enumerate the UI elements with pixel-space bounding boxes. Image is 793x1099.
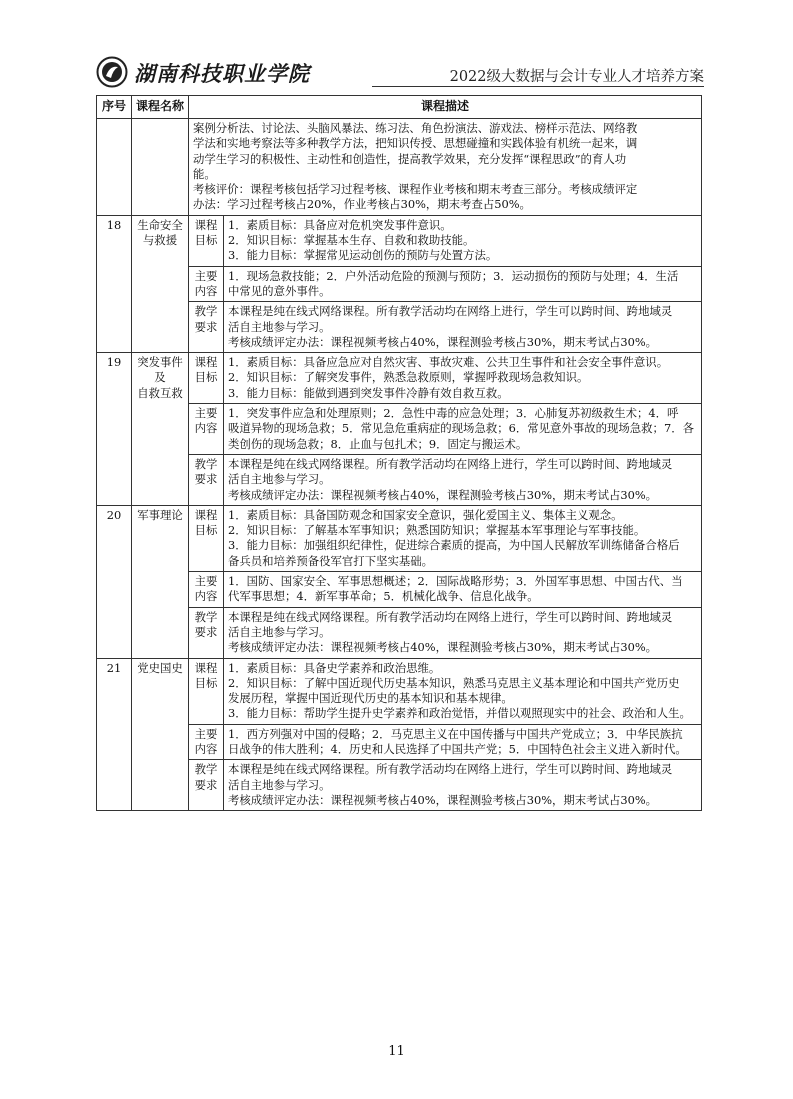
continuation-row	[97, 119, 702, 216]
course-goal-text	[224, 658, 702, 724]
course-goal-label	[189, 353, 224, 404]
text-line: 活自主地参与学习。	[228, 472, 331, 487]
label-line: 内容	[194, 741, 218, 756]
document-title: 2022级大数据与会计专业人才培养方案	[449, 69, 704, 85]
course-row-course-goal	[97, 505, 702, 571]
text-line: 1．素质目标：具备史学素养和政治思维。	[228, 660, 441, 675]
text-line: 1．现场急救技能；2．户外活动危险的预测与预防；3．运动损伤的预防与处理；4．生活	[228, 268, 679, 283]
label-line: 主要	[194, 726, 218, 741]
text-line: 类创伤的现场急救；8．止血与包扎术；9．固定与搬运术。	[228, 436, 528, 451]
text-line: 本课程是纯在线式网络课程。所有教学活动均在网络上进行，学生可以跨时间、跨地域灵	[228, 762, 673, 777]
label-line: 课程	[194, 217, 218, 232]
teaching-requirement-text	[224, 454, 702, 505]
label-line: 主要	[194, 574, 218, 589]
text-line: 本课程是纯在线式网络课程。所有教学活动均在网络上进行，学生可以跨时间、跨地域灵	[228, 456, 673, 471]
course-table	[96, 95, 702, 811]
main-content-label	[189, 266, 224, 302]
course-name	[132, 505, 189, 658]
page-number: 11	[388, 1044, 405, 1059]
text-line: 1．素质目标：具备应急应对自然灾害、事故灾难、公共卫生事件和社会安全事件意识。	[228, 355, 669, 370]
course-name-line: 自救互救	[137, 385, 183, 400]
label-line: 教学	[194, 609, 218, 624]
text-line: 活自主地参与学习。	[228, 777, 331, 792]
text-line: 考核评价：课程考核包括学习过程考核、课程作业考核和期末考查三部分。考核成绩评定	[193, 182, 638, 197]
label-line: 要求	[194, 777, 218, 792]
main-content-text	[224, 266, 702, 302]
text-line: 中常见的意外事件。	[228, 283, 331, 298]
teaching-requirement-label	[189, 454, 224, 505]
label-line: 教学	[194, 304, 218, 319]
text-line: 3．能力目标：帮助学生提升史学素养和政治觉悟，并借以观照现实中的社会、政治和人生。	[228, 706, 691, 721]
label-line: 要求	[194, 319, 218, 334]
course-name	[132, 353, 189, 506]
label-line: 目标	[194, 675, 218, 690]
column-header-description: 课程描述	[189, 96, 702, 119]
continuation-name-cell	[132, 119, 189, 216]
course-goal-text	[224, 505, 702, 571]
main-content-label	[189, 404, 224, 455]
table-header-row	[97, 96, 702, 119]
text-line: 发展历程，掌握中国近现代历史的基本知识和基本规律。	[228, 691, 513, 706]
text-line: 1．突发事件应急和处理原则；2．急性中毒的应急处理；3．心肺复苏初级救生术；4．呼	[228, 406, 679, 421]
text-line: 活自主地参与学习。	[228, 624, 331, 639]
text-line: 1．素质目标：具备国防观念和国家安全意识，强化爱国主义、集体主义观念。	[228, 507, 623, 522]
main-content-text	[224, 572, 702, 608]
text-line: 活自主地参与学习。	[228, 319, 331, 334]
teaching-requirement-label	[189, 607, 224, 658]
label-line: 主要	[194, 406, 218, 421]
label-line: 要求	[194, 472, 218, 487]
text-line: 本课程是纯在线式网络课程。所有教学活动均在网络上进行，学生可以跨时间、跨地域灵	[228, 609, 673, 624]
text-line: 考核成绩评定办法：课程视频考核占40%，课程测验考核占30%，期末考试占30%。	[228, 640, 658, 655]
teaching-requirement-label	[189, 302, 224, 353]
course-goal-label	[189, 505, 224, 571]
course-name-line: 及	[154, 370, 166, 385]
label-line: 目标	[194, 233, 218, 248]
course-row-course-goal	[97, 658, 702, 724]
text-line: 2．知识目标：掌握基本生存、自救和救助技能。	[228, 233, 475, 248]
text-line: 能。	[193, 166, 216, 181]
teaching-requirement-text	[224, 302, 702, 353]
label-line: 目标	[194, 523, 218, 538]
text-line: 3．能力目标：能做到遇到突发事件冷静有效自救互救。	[228, 385, 509, 400]
course-name-line: 生命安全	[137, 217, 183, 232]
course-goal-label	[189, 658, 224, 724]
course-row-course-goal	[97, 215, 702, 266]
course-number: 20	[97, 505, 132, 658]
text-line: 动学生学习的积极性、主动性和创造性，提高教学效果，充分发挥“课程思政”的育人功	[193, 151, 627, 166]
text-line: 学法和实地考察法等多种教学方法，把知识传授、思想碰撞和实践体验有机统一起来，调	[193, 136, 638, 151]
text-line: 办法：学习过程考核占20%，作业考核占30%，期末考查占50%。	[193, 197, 531, 212]
school-name: 湖南科技职业学院	[134, 61, 310, 86]
text-line: 案例分析法、讨论法、头脑风暴法、练习法、角色扮演法、游戏法、榜样示范法、网络教	[193, 121, 638, 135]
continuation-description	[189, 119, 702, 216]
text-line: 3．能力目标：掌握常见运动创伤的预防与处置方法。	[228, 248, 498, 263]
header-rule	[372, 86, 704, 87]
text-line: 2．知识目标：了解突发事件，熟悉急救原则，掌握呼救现场急救知识。	[228, 370, 589, 385]
text-line: 考核成绩评定办法：课程视频考核占40%，课程测验考核占30%，期末考试占30%。	[228, 792, 658, 807]
text-line: 代军事思想；4．新军事革命；5．机械化战争、信息化战争。	[228, 589, 539, 604]
text-line: 吸道异物的现场急救；5．常见急危重病症的现场急救；6．常见意外事故的现场急救；7．各	[228, 421, 694, 436]
course-number: 21	[97, 658, 132, 811]
course-row-course-goal	[97, 353, 702, 404]
text-line: 2．知识目标：了解基本军事知识；熟悉国防知识；掌握基本军事理论与军事技能。	[228, 523, 646, 538]
text-line: 备兵员和培养预备役军官打下坚实基础。	[228, 553, 434, 568]
text-line: 考核成绩评定办法：课程视频考核占40%，课程测验考核占30%，期末考试占30%。	[228, 487, 658, 502]
text-line: 1．素质目标：具备应对危机突发事件意识。	[228, 217, 452, 232]
course-name-line: 军事理论	[137, 507, 183, 522]
label-line: 内容	[194, 589, 218, 604]
course-number: 19	[97, 353, 132, 506]
course-name-line: 党史国史	[137, 660, 183, 675]
course-number: 18	[97, 215, 132, 352]
text-line: 考核成绩评定办法：课程视频考核占40%，课程测验考核占30%，期末考试占30%。	[228, 334, 658, 349]
text-line: 1．国防、国家安全、军事思想概述；2．国际战略形势；3．外国军事思想、中国古代、当	[228, 574, 683, 589]
teaching-requirement-text	[224, 607, 702, 658]
label-line: 目标	[194, 370, 218, 385]
label-line: 内容	[194, 283, 218, 298]
course-name-line: 突发事件	[137, 355, 183, 370]
label-line: 要求	[194, 624, 218, 639]
column-header-number: 序号	[97, 96, 132, 119]
school-logo-icon	[96, 56, 128, 88]
label-line: 教学	[194, 762, 218, 777]
main-content-text	[224, 404, 702, 455]
teaching-requirement-label	[189, 760, 224, 811]
continuation-number-cell	[97, 119, 132, 216]
label-line: 课程	[194, 660, 218, 675]
page-header	[96, 52, 704, 92]
text-line: 1．西方列强对中国的侵略；2．马克思主义在中国传播与中国共产党成立；3．中华民族抗	[228, 726, 683, 741]
course-name	[132, 658, 189, 811]
text-line: 本课程是纯在线式网络课程。所有教学活动均在网络上进行，学生可以跨时间、跨地域灵	[228, 304, 673, 319]
main-content-label	[189, 572, 224, 608]
course-goal-text	[224, 215, 702, 266]
label-line: 主要	[194, 268, 218, 283]
column-header-course-name: 课程名称	[132, 96, 189, 119]
course-name-line: 与救援	[142, 233, 178, 248]
text-line: 日战争的伟大胜利；4．历史和人民选择了中国共产党；5．中国特色社会主义进入新时代。	[228, 741, 687, 756]
label-line: 课程	[194, 355, 218, 370]
main-content-text	[224, 724, 702, 760]
course-goal-label	[189, 215, 224, 266]
table-body	[97, 119, 702, 811]
course-name	[132, 215, 189, 352]
teaching-requirement-text	[224, 760, 702, 811]
label-line: 教学	[194, 456, 218, 471]
course-goal-text	[224, 353, 702, 404]
main-content-label	[189, 724, 224, 760]
text-line: 2．知识目标：了解中国近现代历史基本知识，熟悉马克思主义基本理论和中国共产党历史	[228, 675, 680, 690]
label-line: 课程	[194, 507, 218, 522]
text-line: 3．能力目标：加强组织纪律性，促进综合素质的提高，为中国人民解放军训练储备合格后	[228, 538, 680, 553]
label-line: 内容	[194, 421, 218, 436]
